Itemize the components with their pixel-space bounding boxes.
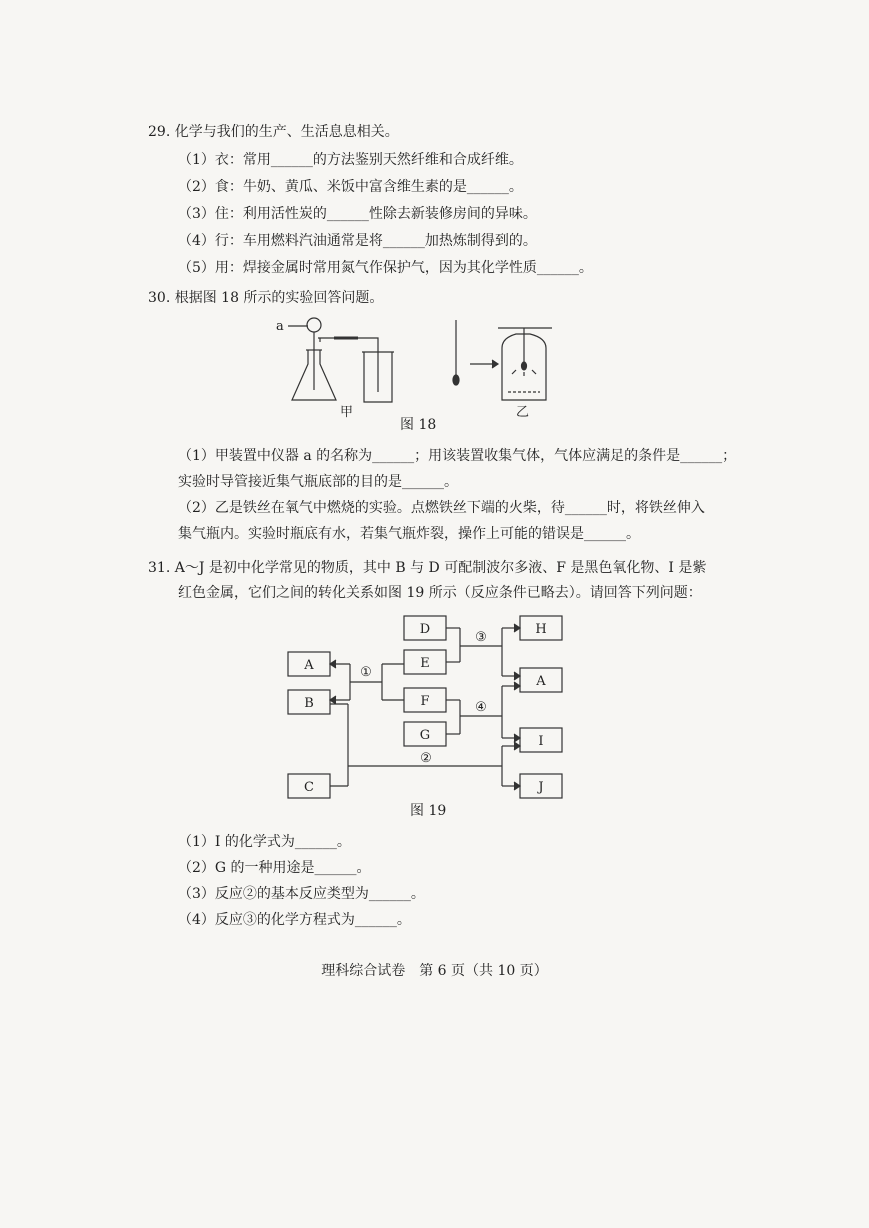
q30-item-1: （1）甲装置中仪器 a 的名称为______；用该装置收集气体，气体应满足的条件是______； [178, 448, 737, 464]
box-b-label: B [304, 696, 314, 711]
q29-item-2: （2）食：牛奶、黄瓜、米饭中富含维生素的是______。 [178, 179, 523, 195]
reaction-3-label: ③ [475, 630, 487, 645]
figure-18-caption: 图 18 [400, 417, 437, 433]
box-j-label: J [538, 780, 544, 795]
q29-item-4: （4）行：车用燃料汽油通常是将______加热炼制得到的。 [178, 233, 537, 249]
q30-title: 30. 根据图 18 所示的实验回答问题。 [148, 290, 384, 306]
reaction-1-label: ① [360, 665, 372, 680]
q30-item-3: （2）乙是铁丝在氧气中燃烧的实验。点燃铁丝下端的火柴，待______时，将铁丝伸入 [178, 500, 705, 516]
q31-item-4: （4）反应③的化学方程式为______。 [178, 912, 411, 928]
figure-18 [270, 312, 570, 420]
q30-item-4: 集气瓶内。实验时瓶底有水，若集气瓶炸裂，操作上可能的错误是______。 [178, 526, 640, 542]
box-i-label: I [538, 734, 544, 749]
box-a-right-label: A [536, 674, 546, 689]
reaction-2-label: ② [420, 751, 432, 766]
reaction-4-label: ④ [475, 700, 487, 715]
box-e-label: E [420, 656, 430, 671]
box-d-label: D [419, 622, 431, 637]
figure-19 [280, 608, 580, 806]
q31-item-3: （3）反应②的基本反应类型为______。 [178, 886, 425, 902]
q31-title-line-2: 红色金属，它们之间的转化关系如图 19 所示（反应条件已略去）。请回答下列问题： [178, 585, 702, 601]
delivery-tube [318, 338, 378, 392]
label-yi: 乙 [516, 405, 530, 420]
q30-item-2: 实验时导管接近集气瓶底部的目的是______。 [178, 474, 458, 490]
q29-item-5: （5）用：焊接金属时常用氮气作保护气，因为其化学性质______。 [178, 260, 593, 276]
box-c-label: C [304, 780, 314, 795]
q29-title: 29. 化学与我们的生产、生活息息相关。 [148, 124, 399, 140]
q31-title-line-1: 31. A～J 是初中化学常见的物质，其中 B 与 D 可配制波尔多液、F 是黑色氧化物、I 是紫 [148, 560, 707, 576]
box-h-label: H [535, 622, 547, 637]
figure-19-caption: 图 19 [410, 803, 447, 819]
q29-item-1: （1）衣：常用______的方法鉴别天然纤维和合成纤维。 [178, 152, 523, 168]
box-a-left-label: A [304, 658, 314, 673]
q29-item-3: （3）住：利用活性炭的______性除去新装修房间的异味。 [178, 206, 537, 222]
label-a: a [276, 319, 284, 334]
box-g-label: G [419, 728, 431, 743]
box-f-label: F [420, 694, 430, 709]
page-footer: 理科综合试卷 第 6 页（共 10 页） [321, 963, 548, 979]
q31-item-2: （2）G 的一种用途是______。 [178, 860, 371, 876]
q31-item-1: （1）I 的化学式为______。 [178, 834, 351, 850]
label-jia: 甲 [340, 405, 354, 420]
